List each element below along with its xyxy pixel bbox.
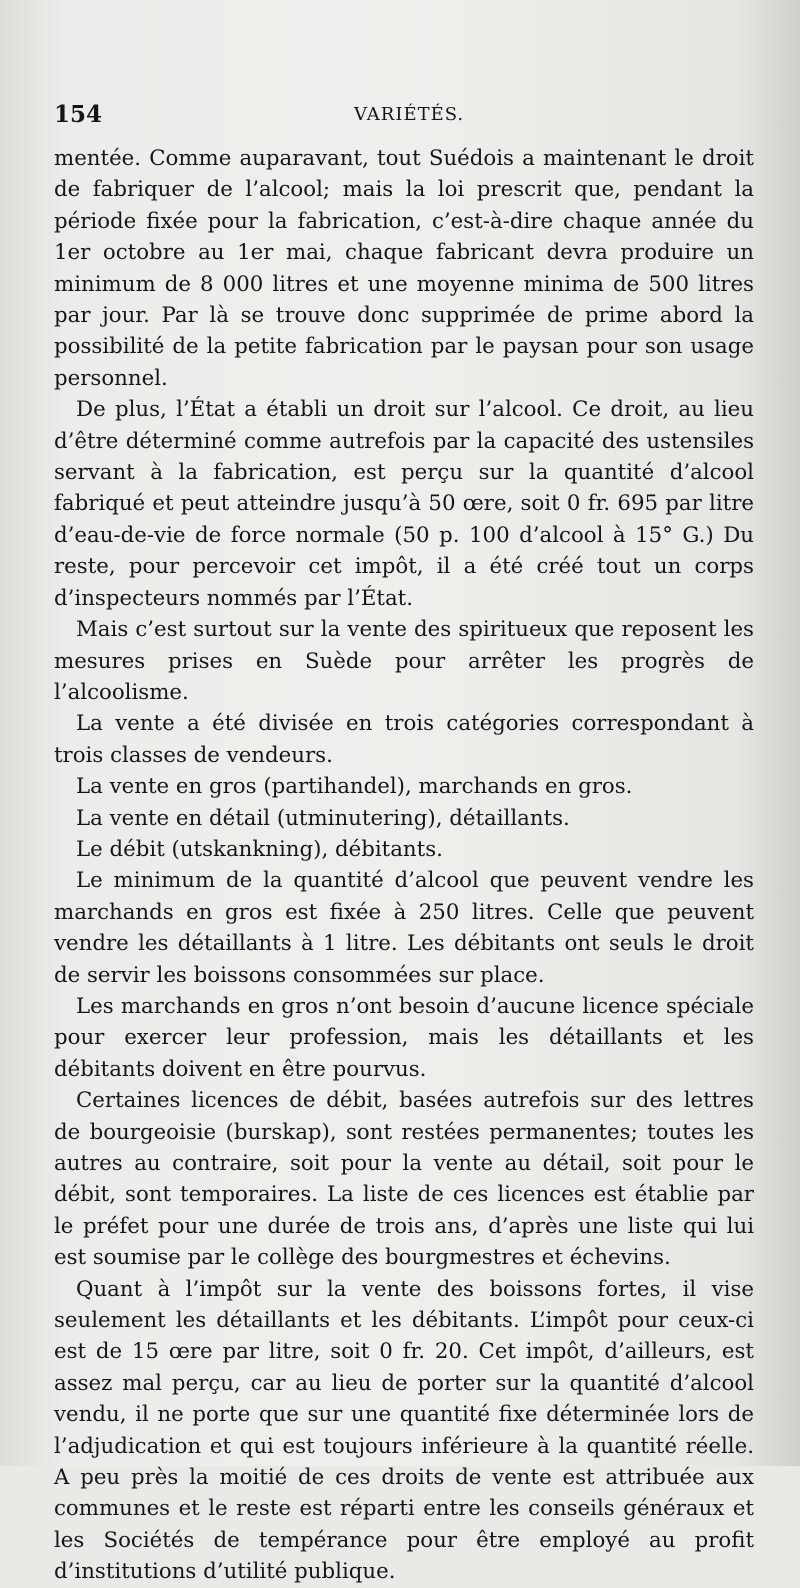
paragraph: mentée. Comme auparavant, tout Suédois a maintenant le droit de fabriquer de l’alcool; mais la loi prescrit que, pendant la période fixée pour la fabrication, c’est-à-dire chaque année du 1er octobre au 1er mai, chaque fabricant devra produire un minimum de 8 000 litres et une moyenne minima de 500 litres par jour. Par là se trouve donc supprimée de prime abord la possibilité de la petite fabrication par le paysan pour son usage personnel. — [54, 146, 754, 391]
paragraph: Les marchands en gros n’ont besoin d’aucune licence spéciale pour exercer leur profession, mais les détaillants et les débitants doivent en être pourvus. — [54, 993, 754, 1082]
paragraph: Quant à l’impôt sur la vente des boissons fortes, il vise seulement les détaillants et les débitants. L’impôt pour ceux-ci est de 15 œre par litre, soit 0 fr. 20. Cet impôt, d’ailleurs, est assez mal perçu, car au lieu de porter sur la quantité d’alcool vendu, il ne porte que sur une quantité fixe déterminée lors de l’adjudication et qui est toujours inférieure à la quantité réelle. A peu près la moitié de ces droits de vente est attribuée aux communes et le reste est réparti entre les conseils généraux et les Sociétés de tempérance pour être employé au profit d’institutions d’utilité publique. — [54, 1276, 754, 1585]
paragraph: Le minimum de la quantité d’alcool que peuvent vendre les marchands en gros est fixée à 250 litres. Celle que peuvent vendre les détaillants à 1 litre. Les débitants ont seuls le droit de servir les boissons consommées sur place. — [54, 868, 754, 988]
page-number: 154 — [54, 101, 103, 128]
page-header — [54, 101, 760, 131]
paragraph: Mais c’est surtout sur la vente des spiritueux que reposent les mesures prises en Suède pour arrêter les progrès de l’alcoolisme. — [54, 617, 754, 705]
paragraph: De plus, l’État a établi un droit sur l’alcool. Ce droit, au lieu d’être déterminé comme autrefois par la capacité des ustensiles servant à la fabrication, est perçu sur la quantité d’alcool fabriqué et peut atteindre jusqu’à 50 œre, soit 0 fr. 695 par litre d’eau-de-vie de force normale (50 p. 100 d’alcool à 15° G.) Du reste, pour percevoir cet impôt, il a été créé tout un corps d’inspecteurs nommés par l’État. — [54, 397, 754, 611]
body-text — [54, 143, 754, 1588]
paragraph: Certaines licences de débit, basées autrefois sur des lettres de bourgeoisie (burskap), sont restées permanentes; toutes les autres au contraire, soit pour la vente au détail, soit pour le débit, sont temporaires. La liste de ces licences est établie par le préfet pour une durée de trois ans, d’après une liste qui lui est soumise par le collège des bourgmestres et échevins. — [54, 1088, 754, 1271]
paragraph: La vente en détail (utminutering), détaillants. — [76, 805, 570, 831]
paragraph: La vente en gros (partihandel), marchands en gros. — [76, 774, 633, 800]
paragraph: La vente a été divisée en trois catégories correspondant à trois classes de vendeurs. — [54, 711, 754, 768]
paragraph: Le débit (utskankning), débitants. — [76, 836, 443, 862]
running-title: VARIÉTÉS. — [354, 104, 465, 125]
